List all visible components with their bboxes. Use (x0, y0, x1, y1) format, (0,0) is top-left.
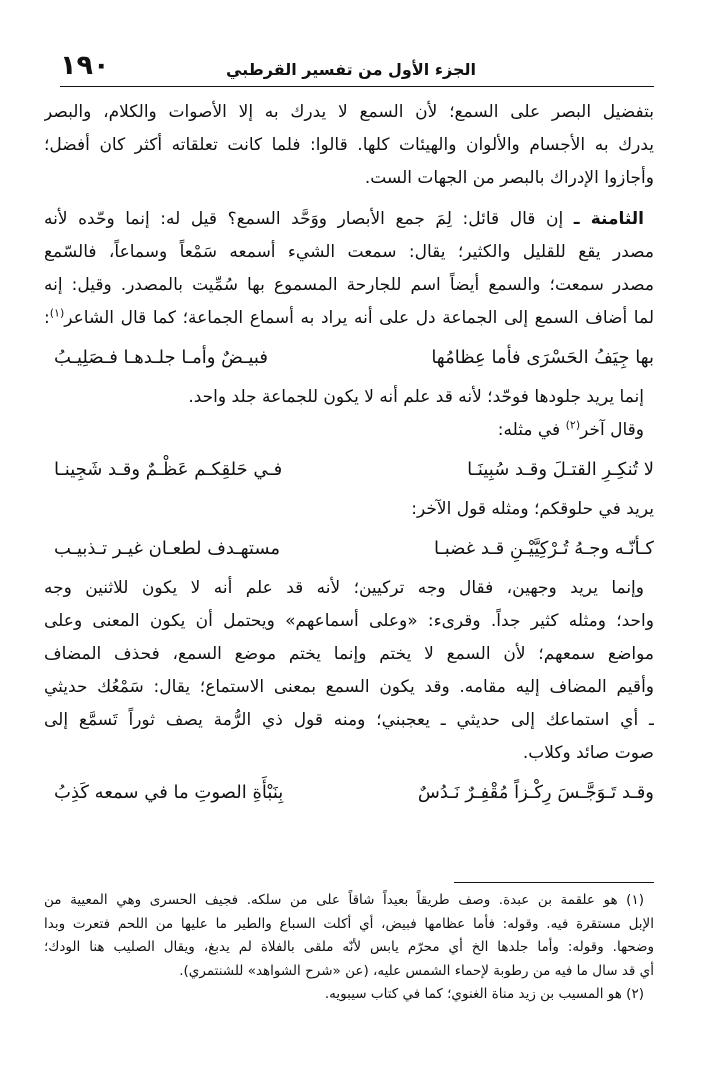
running-title: الجزء الأول من تفسير القرطبي (225, 60, 476, 79)
text-line (44, 414, 654, 447)
verse (44, 770, 654, 816)
text-line: مصدر سمعت؛ والسمع أيضاً اسم للجارحة المسموع بها سُمِّيت بالمصدر. وقيل: إنه (44, 275, 654, 295)
verse (44, 526, 654, 572)
footnotes (44, 882, 654, 1007)
verse-second-hemistich: مستهـدف لطعـان غيـر تـذبيـب (54, 538, 281, 559)
footnote-ref: (٢) (565, 418, 581, 432)
text-line (44, 302, 654, 335)
text-span: لما أضاف السمع إلى الجماعة دل على أنه يراد به أسماع الجماعة؛ كما قال الشاعر (64, 308, 654, 328)
text-line: يريد في حلوقكم؛ ومثله قول الآخر: (411, 499, 654, 519)
text-span: وقال آخر (580, 420, 644, 440)
verse-first-hemistich: لا تُنكِـرِ القتـلَ وقـد سُبِينَـا (467, 459, 654, 480)
text-span: في مثله: (497, 420, 566, 440)
verse (44, 335, 654, 381)
footnote-line: أي قد سال ما فيه من رطوبة لإحماء الشمس عليه، (عن «شرح الشواهد» للشنتمري). (179, 962, 654, 979)
verse-second-hemistich: بِنَبْأَةِ الصوتِ ما في سمعه كَذِبُ (54, 782, 284, 803)
text-line: وأقيم المضاف إليه مقامه. وقد يكون السمع بمعنى الاستماع؛ يقال: سَمْعُك حديثي (44, 677, 654, 697)
verse-second-hemistich: فبيـضٌ وأمـا جلـدهـا فـصَلِيـبُ (54, 347, 268, 368)
text-line: بتفضيل البصر على السمع؛ لأن السمع لا يدرك به إلا الأصوات والكلام، والبصر (44, 102, 654, 122)
text-line: إنما يريد جلودها فوحّد؛ لأنه قد علم أنه لا يكون للجماعة جلد واحد. (188, 387, 644, 407)
text-line: ـ أي استماعك إلى حديثي ـ يعجبني؛ ومنه قول ذي الرُّمة يصف ثوراً تَسمَّع إلى (44, 710, 654, 730)
text-line: صوت صائد وكلاب. (522, 743, 654, 763)
page-number: ١٩٠ (60, 50, 110, 81)
verse-first-hemistich: بها جِيَفُ الحَسْرَى فأما عِظامُها (431, 347, 654, 368)
text-line: مواضع سمعهم؛ لأن السمع لا يختم وإنما يختم موضع السمع، فحذف المضاف (44, 644, 654, 664)
text-line (44, 203, 654, 236)
text-span: : (44, 308, 50, 328)
footnote-line: الإبل مستقرة فيه. وقوله: فأما عظامها فبيض، أي أكلت السباع والطير ما عليها من اللحم فتعرت وبدا (44, 915, 654, 932)
verse-first-hemistich: كـأنّـه وجـهُ تُـرْكِيَّيْـنِ قـد غضبـا (433, 538, 654, 559)
section-lead: الثامنة ـ (573, 209, 644, 229)
text-line: يدرك به الأجسام والألوان والهيئات كلها. قالوا: فلما كانت تعلقاته أكثر كان أفضل؛ (44, 135, 654, 155)
footnote-line: (١) هو علقمة بن عبدة. وصف طريقاً بعيداً شاقاً على من سلكه. فجيف الحسرى وهي المعيية من (44, 892, 644, 908)
footnote-text (44, 889, 654, 1007)
footnote-divider (454, 882, 654, 883)
verse (44, 447, 654, 493)
text-line: وأجازوا الإدراك بالبصر من الجهات الست. (364, 168, 654, 188)
footnote-line: وضحها. وقوله: وأما جلدها الخ أي محرّم يابس لأنّه ملقى بالفلاة لم يدبغ، ويقال الصليب هنا الودك؛ (44, 939, 654, 955)
main-text (44, 96, 654, 816)
text-line: مصدر يقع للقليل والكثير؛ يقال: سمعت الشيء أسمعه سَمْعاً وسماعاً، فالسّمع (44, 242, 654, 262)
text-span: إن قال قائل: لِمَ جمع الأبصار ووَحَّد السمع؟ قيل له: إنما وحّده لأنه (44, 209, 564, 229)
verse-second-hemistich: فـي حَلقِكـم عَظْـمٌ وقـد شَجِينـا (54, 459, 283, 480)
footnote-ref: (١) (49, 306, 65, 320)
text-line: واحد؛ ومثله كثير جداً. وقرىء: «وعلى أسماعهم» ويحتمل أن يكون المعنى وعلى (44, 611, 654, 631)
text-line: وإنما يريد وجهين، فقال وجه تركيين؛ لأنه قد علم أنه لا يكون للاثنين وجه (44, 578, 644, 598)
footnote-line: (٢) هو المسيب بن زيد مناة الغنوي؛ كما في كتاب سيبويه. (324, 986, 644, 1002)
page-header (60, 50, 654, 87)
verse-first-hemistich: وقـد تَـوَجَّـسَ رِكْـزاً مُقْفِـرٌ نَـدُسٌ (417, 782, 654, 803)
